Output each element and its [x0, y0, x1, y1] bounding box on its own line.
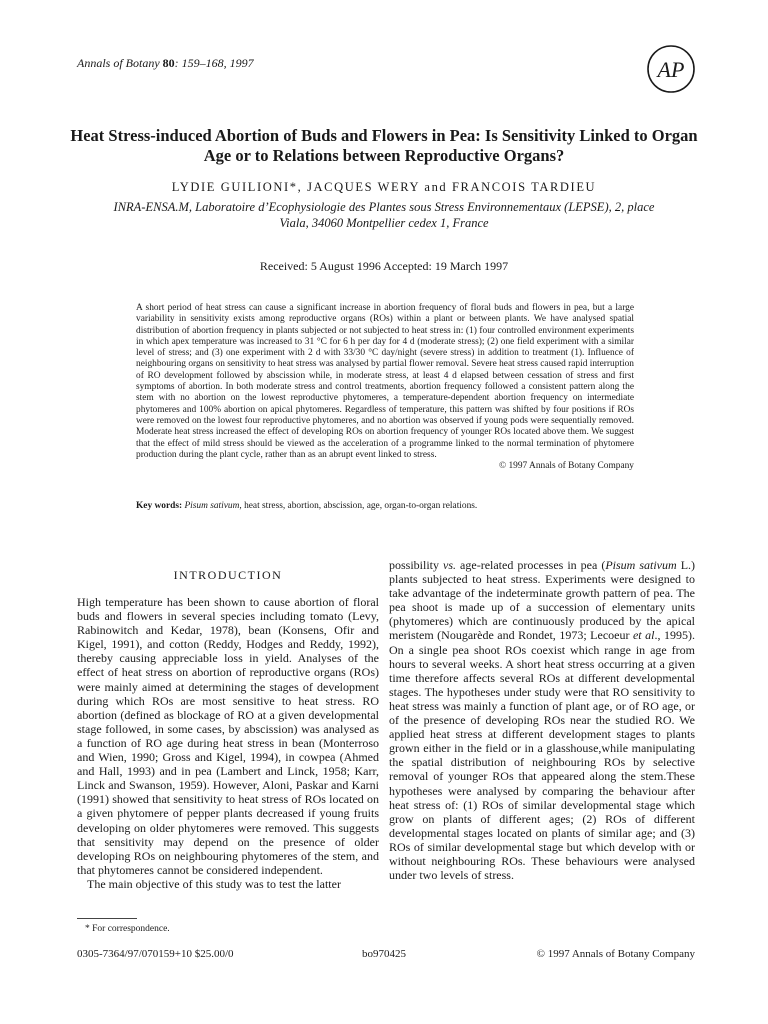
footer-issn: 0305-7364/97/070159+10 $25.00/0 [77, 948, 234, 960]
keywords [136, 500, 634, 512]
keywords-list: , heat stress, abortion, abscission, age, organ-to-organ relations. [239, 501, 478, 511]
footnote-divider [77, 918, 137, 919]
footer-article-code: bo970425 [362, 948, 406, 960]
article-authors: LYDIE GUILIONI*, JACQUES WERY and FRANCOIS TARDIEU [171, 180, 597, 194]
keywords-label: Key words: [136, 501, 183, 511]
intro-paragraph-2: The main objective of this study was to test the latter [87, 876, 341, 891]
text-run: L.) plants subjected to heat stress. Experiments were designed to take advantage of the indeterminate growth pattern of pea. The pea shoot is made up of a succession of elementary units (phytomeres) which are continuously produced by the apical meristem (Nougarède and Rondet, 1973; Lecoeur [389, 558, 696, 643]
publisher-logo-icon [646, 44, 696, 94]
text-run-italic: et al [632, 628, 655, 643]
intro-paragraph-1: High temperature has been shown to cause abortion of floral buds and flowers in several species including tomato (Levy, Rabinowitch and Kedar, 1978), bean (Konsens, Ofir and Kigel, 1991), and cotton (Reddy, Hodges and Reddy, 1992), thereby causing appreciable loss in yield. Analyses of the effect of heat stress on abortion of reproductive organs (ROs) were mainly aimed at determining the stages of development during which ROs are most sensitive to heat stress. RO abortion (defined as blockage of RO at a given developmental stage followed, in some cases, by abscission) was analysed as a function of RO age during heat stress in bean (Monterroso and Wien, 1990; Gross and Kigel, 1994), in cowpea (Ahmed and Hall, 1993) and in pea (Lambert and Linck, 1958; Karr, Linck and Swanson, 1959). However, Aloni, Paskar and Karni (1991) showed that sensitivity to heat stress of ROs located on a given phytomere of pepper plants decreased if young fruits developing on older phytomeres were removed. This suggests that sensitivity may depend on the presence of older developing ROs on neighbouring phytomeres of the stem, and that phytomeres cannot be considered independent. [77, 595, 379, 877]
text-run: age-related processes in pea ( [460, 558, 606, 572]
section-heading-introduction: INTRODUCTION [173, 568, 283, 582]
author-affiliation: INRA-ENSA.M, Laboratoire d’Ecophysiologie des Plantes sous Stress Environnementaux (LEPSE), 2, place Viala, 34060 Montpellier cedex 1, France [113, 200, 655, 230]
text-run: possibility [389, 558, 440, 572]
left-column [77, 562, 379, 891]
publisher-logo-text: AP [657, 57, 685, 82]
abstract-copyright: © 1997 Annals of Botany Company [499, 461, 634, 472]
intro-paragraph-continued [389, 558, 695, 882]
journal-volume: 80 [162, 56, 175, 70]
article-title: Heat Stress-induced Abortion of Buds and Flowers in Pea: Is Sensitivity Linked to Organ Age or to Relations between Reproductive Organs? [70, 126, 698, 165]
journal-reference [77, 56, 254, 71]
text-run: ., 1995). On a single pea shoot ROs coexist which range in age from hours to several weeks. A short heat stress occurring at a given time therefore affects several ROs at different developmental stages. The hypotheses under study were that RO sensitivity to heat stress was mainly a function of plant age, or of RO age, or of the presence of developing ROs near the studied RO. We applied heat stress at different development stages to plants grown either in the field or in a glasshouse,while manipulating the spatial distribution of neighbouring ROs by selective removal of younger ROs that appeared along the stem.These hypotheses were analysed by comparing the behaviour after heat stress of: (1) ROs of similar developmental stage which grow on plants of different ages; (2) ROs of different developmental stages located on plants of similar age; and (3) ROs of similar developmental stage but which develop with or without neighbouring ROs. These behaviours were analysed under two levels of stress. [389, 628, 696, 883]
abstract [136, 303, 634, 472]
journal-pages-year: : 159–168, 1997 [174, 56, 254, 70]
text-run-italic: vs. [443, 558, 457, 572]
journal-name: Annals of Botany [77, 56, 160, 70]
received-accepted-dates: Received: 5 August 1996 Accepted: 19 March 1997 [259, 259, 509, 273]
abstract-text: A short period of heat stress can cause a significant increase in abortion frequency of floral buds and flowers in pea, but a large variability in sensitivity exists among reproductive organs (ROs) within a plant or between plants. We have analysed spatial distribution of abortion frequency in plants subjected or not subjected to heat stress in: (1) four controlled environment experiments in which apex temperature was increased to 31 °C for 6 h per day for 4 d (moderate stress); (2) one field experiment with a similar level of stress; and (3) one experiment with 2 d with 33/30 °C day/night (severe stress) in addition to treatment (1). Influence of neighbouring organs on sensitivity to heat stress was analysed by partial flower removal. Severe heat stress caused rapid interruption of RO development followed by abscission while, in moderate stress, at least 4 d elapsed between cessation of stress and first symptoms of abortion. In both moderate stress and control treatments, abortion frequency followed a consistent pattern along the stem with no abortion on the lowest reproductive phytomeres, a temperature-dependent abortion frequency on intermediate phytomeres and 100% abortion on apical phytomeres. Regardless of temperature, this pattern was shifted by four positions if ROs were removed on the lowest four reproductive phytomeres, and no abortion was observed if young pods were sequentially removed. Moderate heat stress increased the effect of developing ROs on abortion frequency of younger ROs located above them. We suggest that the effect of mild stress should be viewed as the acceleration of a programme linked to the normal termination of phytomere production during the plant cycle, rather than as an abrupt event linked to stress. [136, 303, 634, 460]
species-name: Pisum sativum [605, 558, 677, 572]
footer-copyright: © 1997 Annals of Botany Company [536, 948, 695, 960]
right-column [389, 558, 695, 882]
keywords-species: Pisum sativum [184, 501, 240, 511]
footnote: * For correspondence. [85, 924, 170, 934]
